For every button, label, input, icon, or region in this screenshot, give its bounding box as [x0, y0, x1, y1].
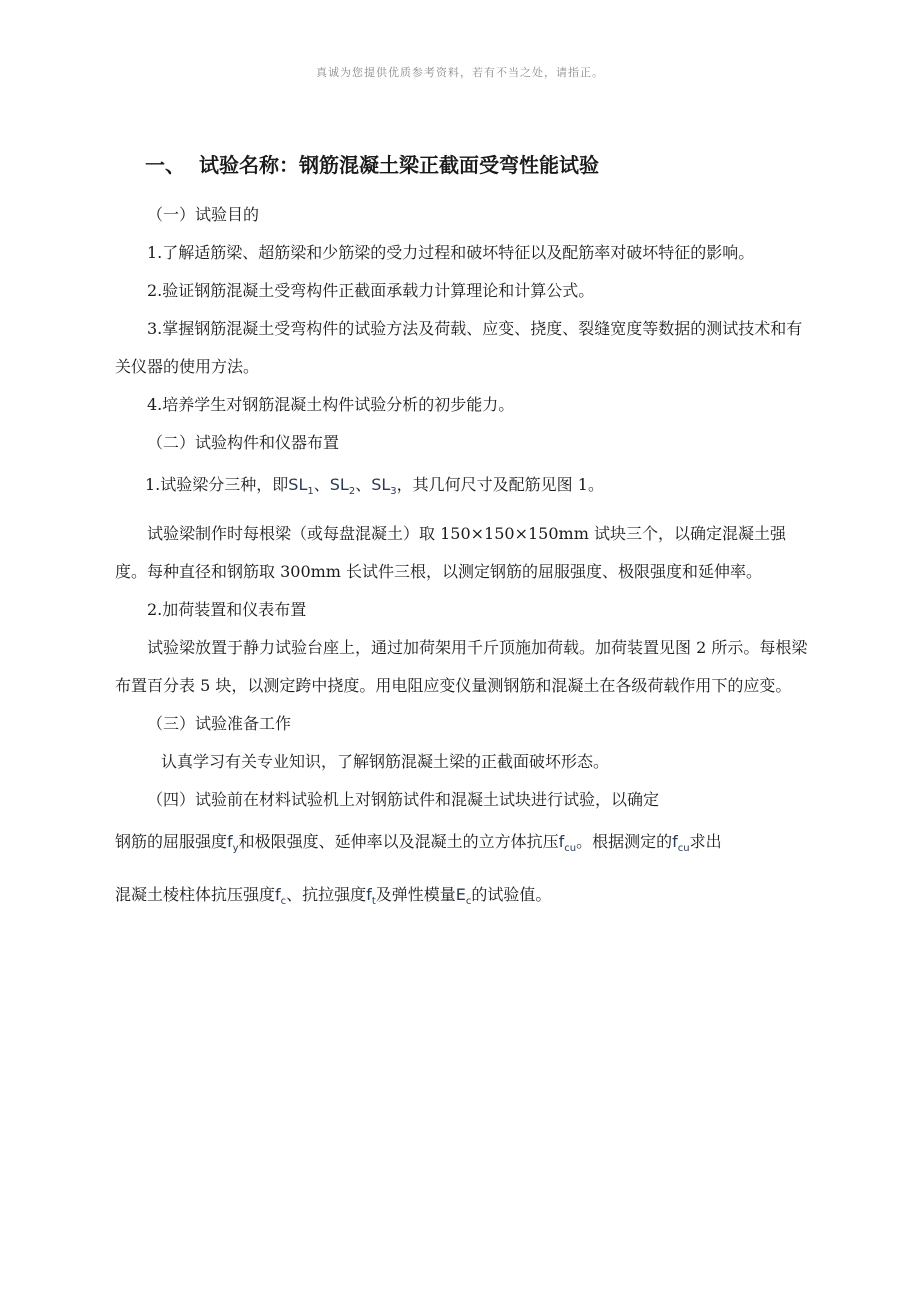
purpose-item-4: 4.培养学生对钢筋混凝土构件试验分析的初步能力。: [147, 395, 515, 414]
section-heading-preparation: （三）试验准备工作: [147, 714, 292, 734]
beam-sl3: $SL_3$: [371, 475, 397, 498]
page-title: [145, 150, 815, 180]
title-number: 一、: [145, 153, 185, 177]
symbol-fc: $f_c$: [275, 885, 287, 908]
specimen-text-b: ，其几何尺寸及配筋见图 1。: [396, 475, 604, 494]
symbol-fcu-2: $f_{cu}$: [672, 832, 690, 855]
purpose-item-1: 1.了解适筋梁、超筋梁和少筋梁的受力过程和破坏特征以及配筋率对破坏特征的影响。: [147, 243, 755, 262]
document-body: [115, 150, 815, 926]
symbol-fcu: $f_{cu}$: [558, 832, 577, 855]
specimen-types: 1.试验梁分三种，即$SL_1$、$SL_2$、$SL_3$，其几何尺寸及配筋见图 1。: [145, 475, 604, 498]
title-text: 试验名称：钢筋混凝土梁正截面受弯性能试验: [199, 153, 599, 177]
specimen-text-a: 1.试验梁分三种，即: [145, 475, 289, 494]
preparation-text: 认真学习有关专业知识，了解钢筋混凝土梁的正截面破坏形态。: [161, 752, 610, 772]
section-4-intro: （四）试验前在材料试验机上对钢筋试件和混凝土试块进行试验，以确定: [147, 790, 660, 810]
symbol-fy: $f_y$: [227, 832, 239, 855]
beam-sl2: $SL_2$: [329, 475, 356, 498]
symbol-ft: $f_t$: [366, 885, 376, 908]
loading-description: 试验梁放置于静力试验台座上，通过加荷架用千斤顶施加荷载。加荷装置见图 2 所示。每根梁布置百分表 5 块，以测定跨中挠度。用电阻应变仪量测钢筋和混凝土在各级荷载作用下的应变。: [115, 638, 808, 696]
subsection-loading: 2.加荷装置和仪表布置: [147, 600, 307, 620]
derived-values-line: 混凝土棱柱体抗压强度$f_c$、抗拉强度$f_t$及弹性模量$E_c$的试验值。: [115, 885, 552, 908]
header-note: 真诚为您提供优质参考资料，若有不当之处，请指正。: [316, 66, 604, 79]
purpose-item-2: 2.验证钢筋混凝土受弯构件正截面承载力计算理论和计算公式。: [147, 281, 595, 300]
section-heading-specimens: （二）试验构件和仪器布置: [147, 433, 340, 452]
beam-sl1: $SL_1$: [288, 475, 314, 498]
symbol-ec: $E_c$: [455, 885, 472, 908]
purpose-item-3: 3.掌握钢筋混凝土受弯构件的试验方法及荷载、应变、挠度、裂缝宽度等数据的测试技术和有关仪器的使用方法。: [115, 319, 803, 376]
specimen-preparation: 试验梁制作时每根梁（或每盘混凝土）取 150×150×150mm 试块三个，以确定混凝土强度。每种直径和钢筋取 300mm 长试件三根，以测定钢筋的屈服强度、极限强度和延伸率。: [115, 524, 786, 582]
section-heading-purpose: （一）试验目的: [147, 205, 260, 224]
material-tests-line: 钢筋的屈服强度$f_y$和极限强度、延伸率以及混凝土的立方体抗压$f_{cu}$。根据测定的$f_{cu}$求出: [115, 832, 722, 855]
